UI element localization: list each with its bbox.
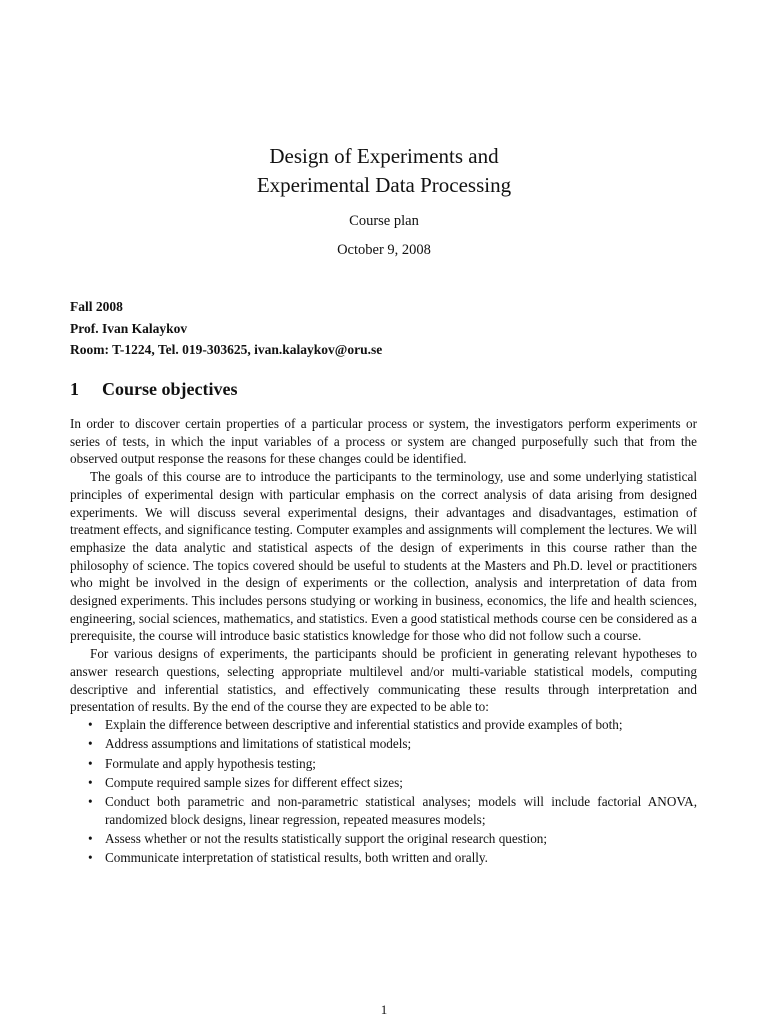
course-room-contact: Room: T-1224, Tel. 019-303625, ivan.kalaykov@oru.se: [70, 342, 383, 357]
course-meta: [70, 296, 382, 361]
list-item: [70, 830, 697, 848]
list-item-text: Explain the difference between descriptive and inferential statistics and provide examples of both;: [105, 716, 623, 732]
bullet-icon: •: [88, 736, 93, 752]
bullet-icon: •: [88, 794, 93, 810]
document-date: October 9, 2008: [337, 242, 431, 258]
bullet-icon: •: [88, 774, 93, 790]
list-item-text: Conduct both parametric and non-parametric statistical analyses; models will include factorial ANOVA, randomized block designs, linear regression, repeated measures models;: [105, 794, 697, 827]
list-item: [70, 849, 697, 867]
course-term: Fall 2008: [70, 299, 123, 314]
section-heading: [70, 379, 237, 400]
bullet-icon: •: [88, 716, 93, 732]
list-item-text: Communicate interpretation of statistical results, both written and orally.: [105, 850, 488, 866]
paragraph-1: In order to discover certain properties of a particular process or system, the investigators perform experiments or series of tests, in which the input variables of a process or system are changed purposefully such that from the observed output response the reasons for these changes could be identified.: [70, 416, 697, 467]
list-item: [70, 774, 697, 792]
course-instructor: Prof. Ivan Kalaykov: [70, 320, 188, 336]
bullet-icon: •: [88, 831, 93, 847]
section-title: Course objectives: [102, 379, 238, 399]
list-item-text: Formulate and apply hypothesis testing;: [105, 755, 316, 771]
list-item: [70, 735, 697, 753]
document-title-line-1: Design of Experiments and: [269, 144, 499, 168]
section-number: 1: [70, 379, 79, 399]
document-title-line-2: Experimental Data Processing: [256, 173, 512, 197]
list-item: [70, 755, 697, 773]
section-body: [70, 415, 697, 869]
bullet-icon: •: [88, 755, 93, 771]
list-item: [70, 793, 697, 828]
bullet-icon: •: [88, 850, 93, 866]
list-item: [70, 716, 697, 734]
paragraph-2: The goals of this course are to introduce the participants to the terminology, use and some underlying statistical principles of experimental design with particular emphasis on the correct analysis of data arising from designed experiments. We will discuss several experimental designs, their advantages and disadvantages, estimation of treatment effects, and significance testing. Computer examples and assignments will complement the lectures. We will emphasize the data analytic and statistical aspects of the design of experiments in this course rather than the philosophy of science. The topics covered should be useful to students at the Masters and Ph.D. level or practitioners who might be involved in the design of experiments or the collection, analysis and interpretation of data from designed experiments. This includes persons studying or working in business, economics, the life and health sciences, engineering, social sciences, mathematics, and statistics. Even a good statistical methods course cen be considered as a prerequisite, the course will introduce basic statistics knowledge for those who did not follow such a course.: [70, 469, 697, 644]
paragraph-3: For various designs of experiments, the participants should be proficient in generating relevant hypotheses to answer research questions, selecting appropriate multilevel and/or multi-variable statistical models, computing descriptive and inferential statistics, and effectively communicating these results through interpretation and presentation of results. By the end of the course they are expected to be able to:: [70, 646, 697, 715]
title-block: [0, 142, 768, 259]
list-item-text: Address assumptions and limitations of statistical models;: [105, 736, 412, 752]
document-subtitle: Course plan: [349, 213, 419, 229]
objectives-list: [70, 716, 697, 867]
page-number: 1: [380, 1002, 388, 1017]
list-item-text: Assess whether or not the results statistically support the original research question;: [105, 831, 548, 847]
list-item-text: Compute required sample sizes for different effect sizes;: [105, 774, 403, 790]
